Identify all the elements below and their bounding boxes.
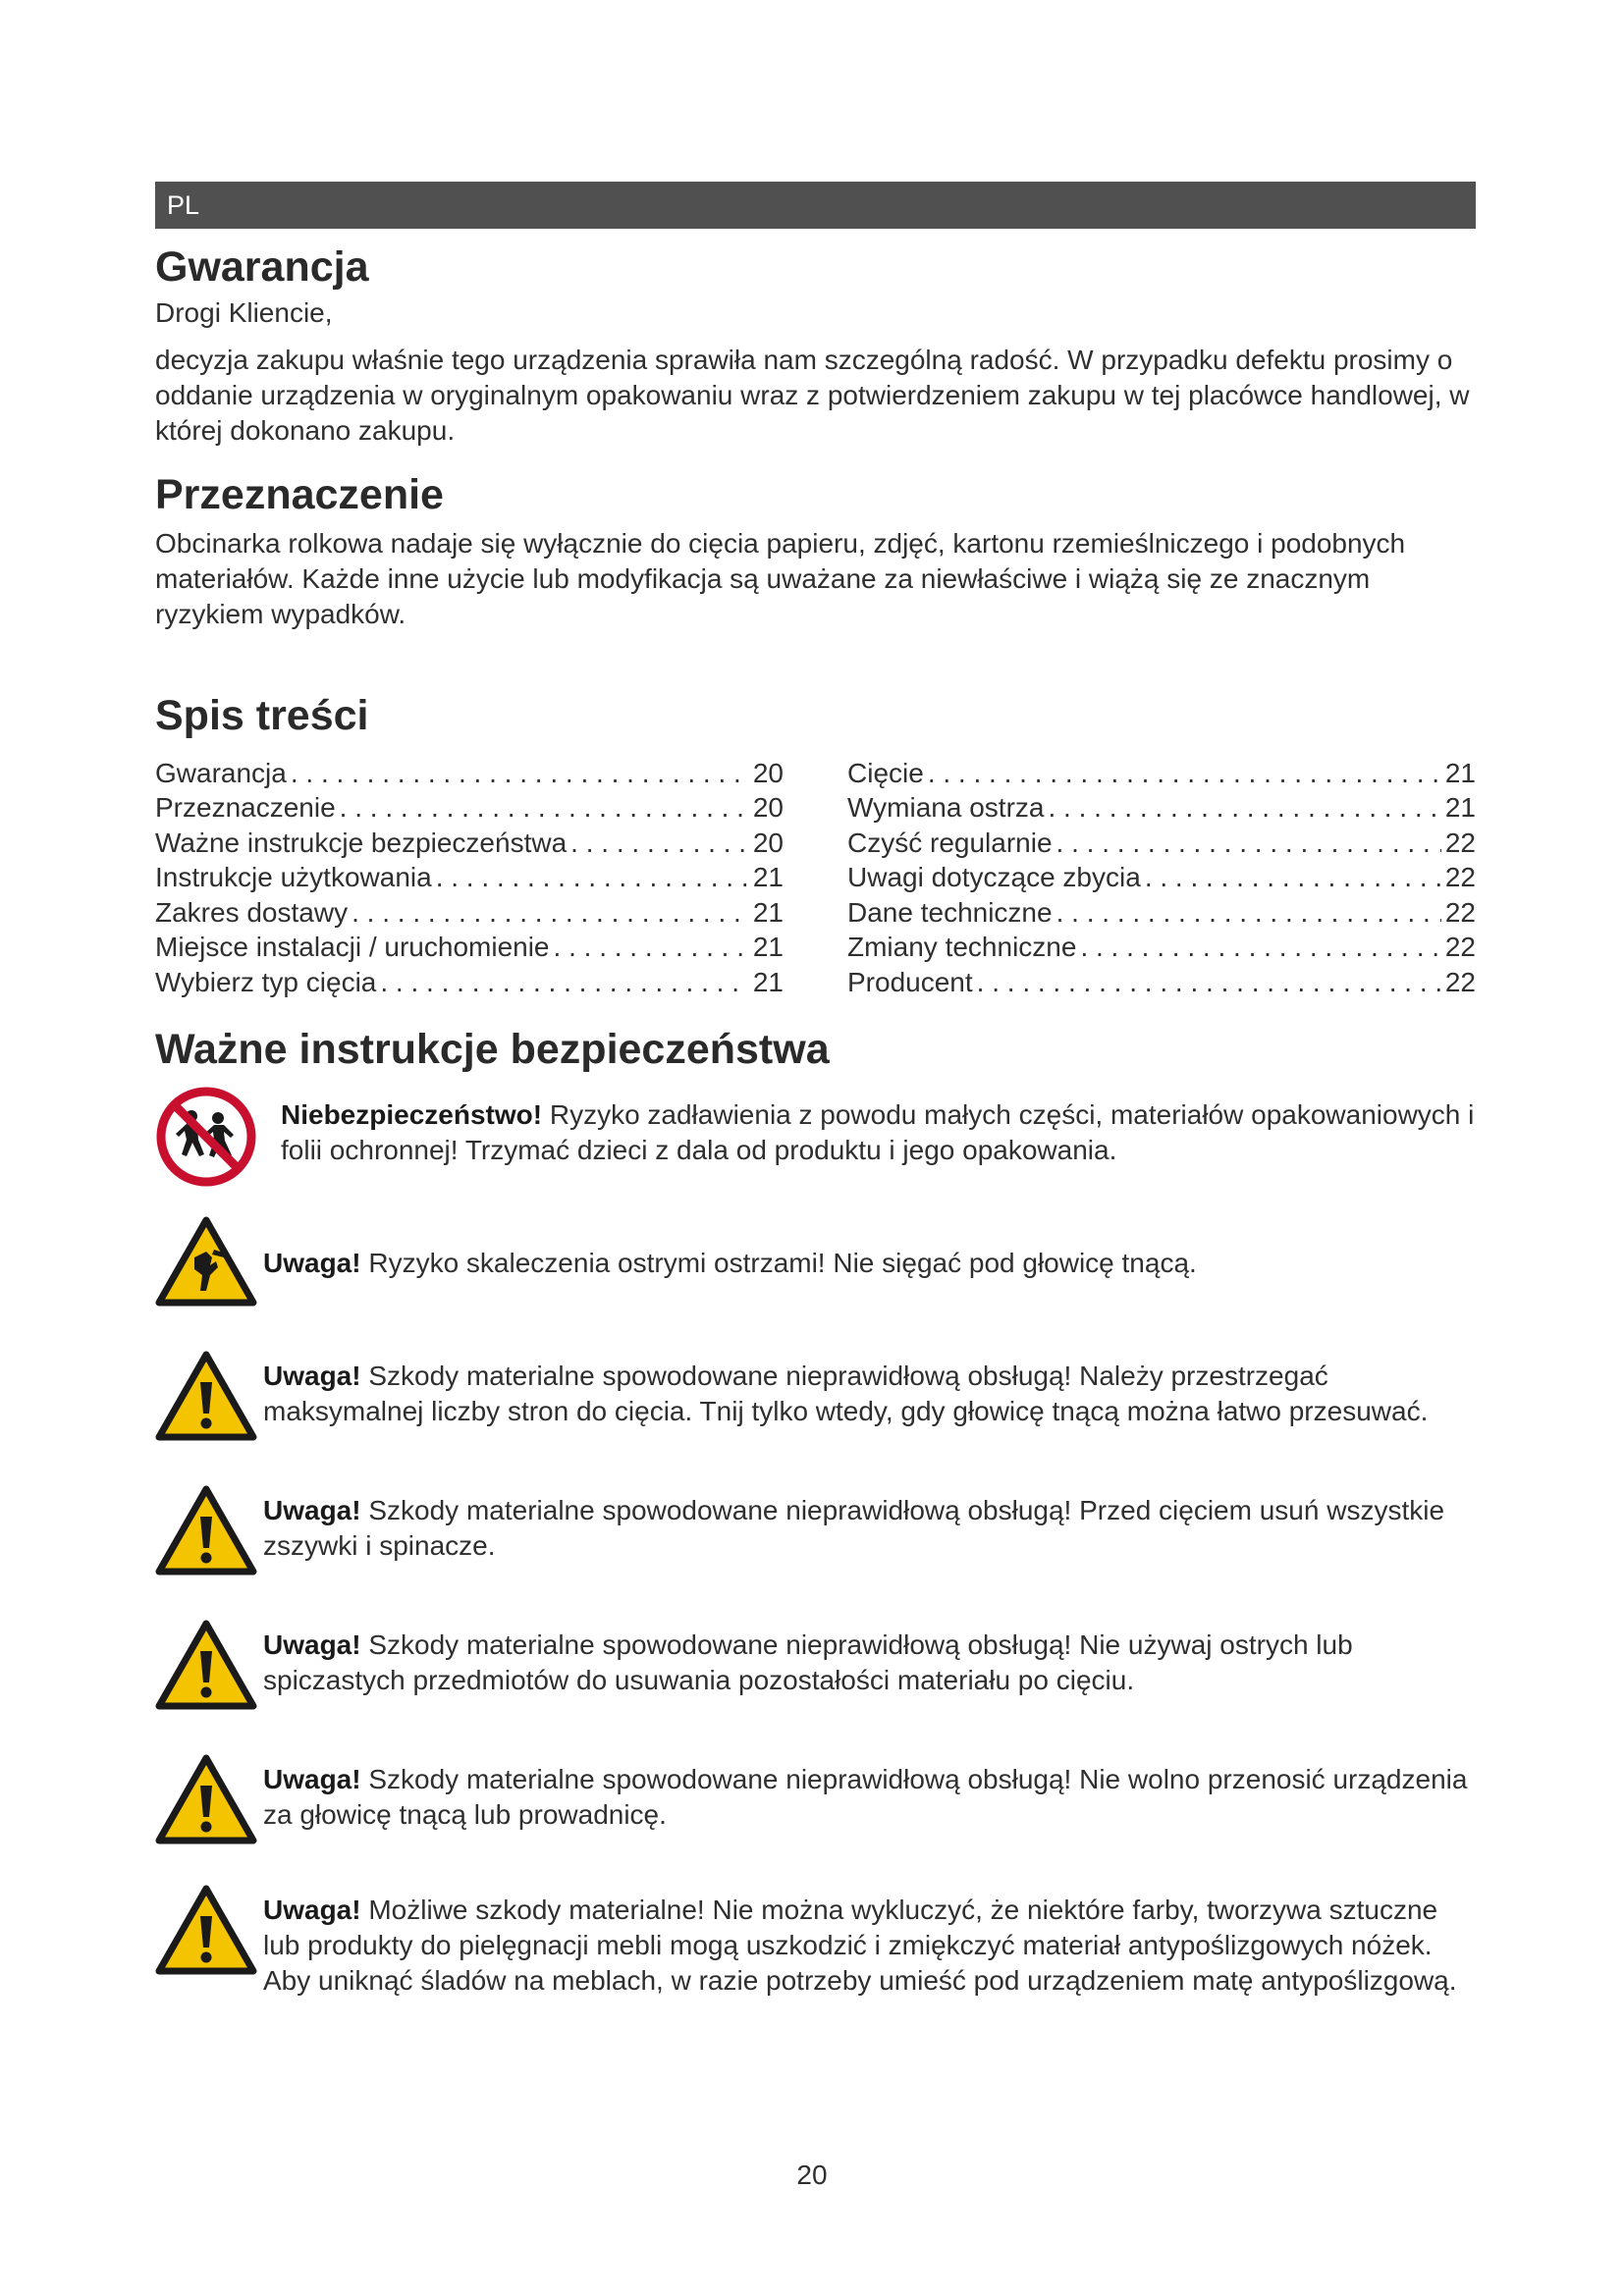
toc-leader-dots [436, 860, 749, 895]
toc-entry-page: 22 [1444, 966, 1476, 997]
document-page [155, 182, 1476, 1999]
toc-entry-label: Zakres dostawy [155, 896, 349, 928]
safety-warning-lead: Uwaga! [263, 1763, 361, 1794]
safety-warning-text [263, 1349, 1476, 1429]
toc-entry-label: Gwarancja [155, 757, 287, 788]
language-code: PL [167, 190, 200, 220]
purpose-body: Obcinarka rolkowa nadaje się wyłącznie do cięcia papieru, zdjęć, kartonu rzemieślniczego i podobnych materiałów. Każde inne użycie lub modyfikacja są uważane za niewłaściwe i wiążą się ze znacznym ryzykiem wypadków. [155, 528, 1406, 630]
safety-warning-text [263, 1214, 1476, 1281]
toc-right-column [847, 756, 1476, 1000]
toc-leader-dots [340, 790, 749, 826]
toc-entry-label: Zmiany techniczne [847, 932, 1077, 963]
safety-heading: Ważne instrukcje bezpieczeństwa [155, 1026, 830, 1074]
exclamation-warning-icon [155, 1883, 263, 1982]
safety-warning-body: Ryzyko zadławienia z powodu małych części, materiałów opakowaniowych i folii ochronnej! Trzymać dzieci z dala od produktu i jego opakowania. [281, 1098, 1475, 1165]
toc-entry-label: Ważne instrukcje bezpieczeństwa [155, 827, 568, 858]
toc-entry-label: Dane techniczne [847, 896, 1053, 928]
safety-warning [155, 1086, 1476, 1193]
page-number: 20 [796, 2160, 828, 2190]
toc-entry[interactable] [155, 826, 784, 861]
toc-entry-page: 21 [752, 896, 784, 928]
toc-leader-dots [1056, 895, 1441, 931]
toc-entry[interactable] [847, 965, 1476, 1000]
toc-entry-label: Cięcie [847, 757, 924, 788]
toc-entry-label: Instrukcje użytkowania [155, 862, 432, 893]
exclamation-warning-icon [155, 1752, 263, 1851]
toc-entry[interactable] [847, 860, 1476, 895]
toc-table [155, 756, 1476, 1000]
toc-entry-page: 21 [752, 966, 784, 997]
safety-warning [155, 1483, 1476, 1582]
safety-warning-body: Ryzyko skaleczenia ostrymi ostrzami! Nie sięgać pod głowicę tnącą. [360, 1247, 1197, 1278]
toc-entry[interactable] [155, 965, 784, 1000]
toc-leader-dots [977, 965, 1441, 1000]
language-bar [155, 182, 1476, 229]
toc-leader-dots [352, 895, 749, 931]
toc-entry[interactable] [847, 895, 1476, 931]
toc-entry-label: Wymiana ostrza [847, 792, 1045, 824]
toc-entry-page: 20 [752, 792, 784, 824]
guarantee-heading: Gwarancja [155, 243, 369, 291]
toc-leader-dots [1056, 826, 1441, 861]
toc-entry-page: 21 [1444, 757, 1476, 788]
safety-warning [155, 1752, 1476, 1851]
toc-entry-label: Producent [847, 966, 973, 997]
toc-leader-dots [291, 756, 749, 791]
purpose-section [155, 470, 1476, 633]
toc-entry-page: 22 [1444, 862, 1476, 893]
toc-entry-label: Uwagi dotyczące zbycia [847, 862, 1141, 893]
toc-entry-label: Czyść regularnie [847, 827, 1053, 858]
toc-leader-dots [1048, 790, 1440, 826]
toc-leader-dots [1145, 860, 1441, 895]
guarantee-body: decyzja zakupu właśnie tego urządzenia sprawiła nam szczególną radość. W przypadku defektu prosimy o oddanie urządzenia w oryginalnym opakowaniu wraz z potwierdzeniem zakupu w tej placówce handlowej, w której dokonano zakupu. [155, 344, 1470, 446]
toc-entry-label: Miejsce instalacji / uruchomienie [155, 932, 550, 963]
safety-warning-text [263, 1752, 1476, 1833]
toc-entry[interactable] [847, 790, 1476, 826]
safety-warning-lead: Uwaga! [263, 1629, 361, 1660]
safety-warning-text [263, 1618, 1476, 1698]
toc-entry[interactable] [847, 930, 1476, 965]
toc-entry[interactable] [155, 756, 784, 791]
toc-entry[interactable] [847, 826, 1476, 861]
toc-entry-page: 21 [752, 862, 784, 893]
toc-entry[interactable] [155, 790, 784, 826]
safety-warning [155, 1883, 1476, 1999]
exclamation-warning-icon [155, 1483, 263, 1582]
safety-warning-text [263, 1483, 1476, 1564]
toc-entry[interactable] [847, 756, 1476, 791]
toc-entry-label: Wybierz typ cięcia [155, 966, 377, 997]
toc-leader-dots [928, 756, 1441, 791]
toc-entry-page: 22 [1444, 827, 1476, 858]
safety-warning-body: Szkody materialne spowodowane nieprawidłową obsługą! Przed cięciem usuń wszystkie zszywki i spinacze. [263, 1494, 1445, 1561]
cut-hazard-icon [155, 1214, 263, 1313]
safety-warning-body: Szkody materialne spowodowane nieprawidłową obsługą! Nie używaj ostrych lub spiczastych przedmiotów do usuwania pozostałości materiału po cięciu. [263, 1629, 1353, 1695]
toc-entry-label: Przeznaczenie [155, 792, 336, 824]
safety-warnings-list [155, 1086, 1476, 1999]
exclamation-warning-icon [155, 1618, 263, 1717]
toc-entry[interactable] [155, 860, 784, 895]
safety-warning-text [263, 1883, 1476, 1999]
toc-leader-dots [380, 965, 748, 1000]
toc-leader-dots [570, 826, 749, 861]
safety-warning [155, 1349, 1476, 1448]
toc-leader-dots [1080, 930, 1440, 965]
safety-warning-text [259, 1086, 1476, 1168]
toc-entry-page: 21 [752, 932, 784, 963]
toc-entry-page: 21 [1444, 792, 1476, 824]
exclamation-warning-icon [155, 1349, 263, 1448]
safety-warning-lead: Uwaga! [263, 1894, 361, 1925]
safety-warning-lead: Niebezpieczeństwo! [281, 1098, 543, 1130]
guarantee-greeting: Drogi Kliencie, [155, 296, 333, 328]
toc-entry[interactable] [155, 895, 784, 931]
safety-warning-body: Szkody materialne spowodowane nieprawidłową obsługą! Należy przestrzegać maksymalnej liczby stron do cięcia. Tnij tylko wtedy, gdy głowicę tnącą można łatwo przesuwać. [263, 1360, 1429, 1426]
toc-entry[interactable] [155, 930, 784, 965]
toc-entry-page: 22 [1444, 896, 1476, 928]
toc-left-column [155, 756, 784, 1000]
guarantee-section [155, 242, 1476, 449]
toc-section [155, 691, 1476, 999]
toc-entry-page: 20 [752, 827, 784, 858]
purpose-heading: Przeznaczenie [155, 470, 444, 518]
children-prohibited-icon [155, 1086, 263, 1193]
toc-leader-dots [554, 930, 749, 965]
toc-heading: Spis treści [155, 692, 369, 740]
safety-warning-lead: Uwaga! [263, 1360, 361, 1391]
safety-warning-body: Możliwe szkody materialne! Nie można wykluczyć, że niektóre farby, tworzywa sztuczne lub produkty do pielęgnacji mebli mogą uszkodzić i zmiękczyć materiał antypoślizgowych nóżek. Aby uniknąć śladów na meblach, w razie potrzeby umieść pod urządzeniem matę antypoślizgową. [263, 1894, 1457, 1996]
safety-section [155, 1025, 1476, 1999]
safety-warning [155, 1214, 1476, 1313]
safety-warning-lead: Uwaga! [263, 1247, 361, 1278]
safety-warning-lead: Uwaga! [263, 1494, 361, 1525]
safety-warning-body: Szkody materialne spowodowane nieprawidłową obsługą! Nie wolno przenosić urządzenia za głowicę tnącą lub prowadnicę. [263, 1763, 1468, 1830]
toc-entry-page: 22 [1444, 932, 1476, 963]
safety-warning [155, 1618, 1476, 1717]
toc-entry-page: 20 [752, 757, 784, 788]
